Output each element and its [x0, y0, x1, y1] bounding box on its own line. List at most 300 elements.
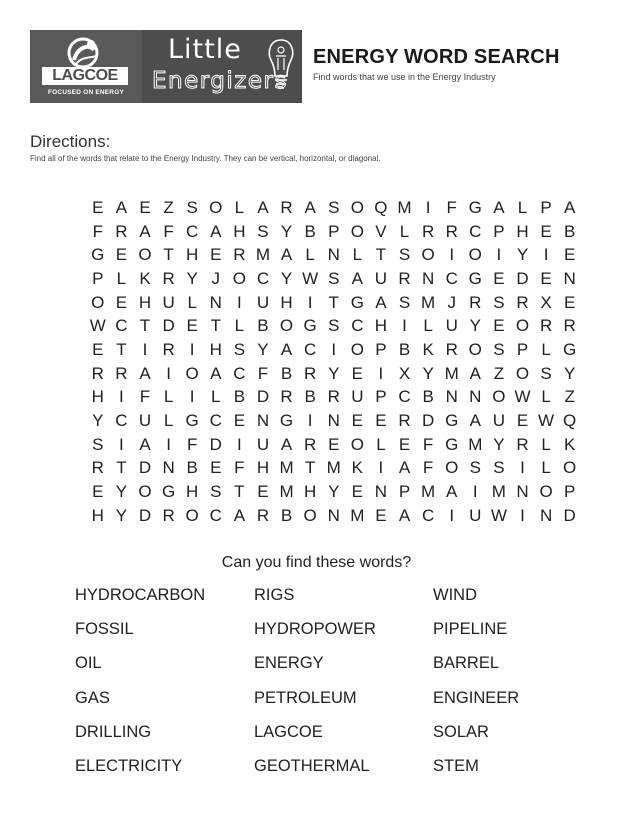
grid-letter[interactable]: R — [445, 221, 458, 241]
grid-letter[interactable]: Y — [92, 411, 104, 431]
grid-letter[interactable]: C — [233, 363, 246, 383]
grid-letter[interactable]: I — [307, 411, 313, 431]
grid-letter[interactable]: L — [541, 458, 551, 478]
grid-letter[interactable]: C — [351, 316, 364, 336]
grid-letter[interactable]: B — [257, 316, 269, 336]
grid-letter[interactable]: C — [209, 505, 222, 525]
grid-letter[interactable]: P — [375, 339, 387, 359]
grid-letter[interactable]: U — [351, 387, 364, 407]
grid-letter[interactable]: M — [255, 245, 271, 265]
grid-letter[interactable]: A — [304, 197, 316, 217]
grid-letter[interactable]: T — [163, 245, 174, 265]
grid-letter[interactable]: H — [256, 458, 270, 478]
grid-letter[interactable]: U — [469, 505, 482, 525]
grid-letter[interactable]: P — [328, 221, 340, 241]
grid-letter[interactable]: I — [189, 387, 195, 407]
grid-letter[interactable]: C — [115, 316, 128, 336]
grid-letter[interactable]: S — [210, 482, 222, 502]
grid-letter[interactable]: O — [492, 387, 506, 407]
grid-letter[interactable]: I — [142, 339, 148, 359]
grid-letter[interactable]: C — [304, 339, 317, 359]
grid-letter[interactable]: H — [516, 221, 529, 241]
grid-letter[interactable]: O — [350, 197, 364, 217]
grid-letter[interactable]: R — [91, 458, 104, 478]
grid-letter[interactable]: A — [115, 197, 128, 217]
grid-letter[interactable]: R — [162, 505, 175, 525]
grid-letter[interactable]: N — [256, 411, 270, 431]
grid-letter[interactable]: T — [139, 316, 151, 336]
grid-letter[interactable]: D — [209, 434, 222, 454]
grid-letter[interactable]: S — [493, 292, 505, 312]
grid-letter[interactable]: O — [209, 197, 223, 217]
grid-letter[interactable]: N — [162, 458, 175, 478]
grid-letter[interactable]: U — [445, 316, 458, 336]
grid-letter[interactable]: O — [445, 458, 459, 478]
grid-letter[interactable]: A — [446, 482, 458, 502]
grid-letter[interactable]: A — [398, 458, 411, 478]
grid-letter[interactable]: P — [375, 387, 387, 407]
grid-letter[interactable]: R — [304, 434, 317, 454]
grid-letter[interactable]: S — [328, 197, 340, 217]
grid-letter[interactable]: F — [234, 458, 245, 478]
grid-letter[interactable]: M — [326, 458, 341, 478]
grid-letter[interactable]: C — [256, 268, 270, 288]
grid-row — [86, 362, 581, 386]
grid-letter[interactable]: S — [398, 245, 411, 265]
grid-letter[interactable]: C — [469, 221, 482, 241]
grid-letter[interactable]: O — [185, 505, 199, 525]
grid-letter[interactable]: R — [469, 292, 482, 312]
grid-letter[interactable]: I — [449, 505, 455, 525]
grid-letter[interactable]: I — [166, 363, 171, 383]
grid-letter[interactable]: A — [257, 197, 269, 217]
grid-letter[interactable]: L — [541, 339, 551, 359]
grid-letter[interactable]: E — [398, 434, 411, 454]
grid-letter[interactable]: O — [539, 482, 553, 502]
grid-letter[interactable]: E — [92, 197, 104, 217]
grid-letter[interactable]: R — [516, 434, 529, 454]
grid-letter[interactable]: N — [445, 387, 458, 407]
grid-letter[interactable]: S — [233, 339, 246, 359]
grid-letter[interactable]: G — [303, 316, 317, 336]
grid-letter[interactable]: E — [92, 482, 104, 502]
grid-letter[interactable]: R — [280, 387, 293, 407]
grid-letter[interactable]: S — [92, 434, 104, 454]
grid-letter[interactable]: M — [491, 482, 506, 502]
grid-letter[interactable]: O — [350, 339, 364, 359]
grid-letter[interactable]: P — [398, 482, 411, 502]
grid-letter[interactable]: J — [447, 292, 456, 312]
grid-letter[interactable]: R — [115, 221, 128, 241]
grid-letter[interactable]: P — [516, 339, 529, 359]
grid-letter[interactable]: X — [398, 363, 411, 383]
grid-letter[interactable]: E — [210, 458, 222, 478]
grid-letter[interactable]: I — [236, 292, 242, 312]
grid-letter[interactable]: Y — [564, 363, 576, 383]
grid-letter[interactable]: M — [350, 505, 365, 525]
grid-letter[interactable]: O — [138, 245, 152, 265]
grid-letter[interactable]: E — [210, 245, 222, 265]
grid-letter[interactable]: Y — [328, 363, 340, 383]
grid-letter[interactable]: D — [563, 505, 576, 525]
grid-letter[interactable]: I — [472, 482, 478, 502]
grid-letter[interactable]: M — [279, 458, 294, 478]
grid-letter[interactable]: E — [257, 482, 269, 502]
grid-letter[interactable]: O — [279, 316, 294, 336]
grid-letter[interactable]: R — [398, 411, 411, 431]
grid-letter[interactable]: T — [375, 245, 387, 265]
grid-letter[interactable]: I — [119, 387, 124, 407]
grid-letter[interactable]: A — [280, 434, 293, 454]
word-list-item: ENGINEER — [433, 688, 520, 707]
grid-letter[interactable]: R — [327, 387, 340, 407]
grid-letter[interactable]: P — [92, 268, 104, 288]
grid-letter[interactable]: I — [425, 197, 431, 217]
grid-letter[interactable]: Z — [493, 363, 505, 383]
grid-letter[interactable]: R — [162, 339, 175, 359]
grid-letter[interactable]: L — [211, 387, 221, 407]
grid-letter[interactable]: S — [328, 268, 340, 288]
grid-letter[interactable]: O — [350, 434, 364, 454]
grid-letter[interactable]: Y — [469, 316, 481, 336]
grid-letter[interactable]: H — [233, 221, 246, 241]
grid-letter[interactable]: U — [256, 292, 270, 312]
grid-letter[interactable]: K — [139, 268, 151, 288]
grid-letter[interactable]: O — [185, 363, 199, 383]
grid-letter[interactable]: K — [351, 458, 363, 478]
grid-letter[interactable]: U — [374, 268, 388, 288]
grid-letter[interactable]: X — [540, 292, 552, 312]
grid-letter[interactable]: H — [304, 482, 317, 502]
grid-letter[interactable]: B — [186, 458, 198, 478]
grid-letter[interactable]: I — [307, 292, 313, 312]
grid-letter[interactable]: L — [352, 245, 363, 265]
grid-letter[interactable]: Y — [115, 505, 128, 525]
grid-letter[interactable]: Y — [280, 268, 293, 288]
grid-letter[interactable]: Y — [516, 245, 529, 265]
grid-letter[interactable]: O — [303, 505, 317, 525]
grid-letter[interactable]: R — [539, 316, 553, 336]
grid-letter[interactable]: G — [91, 245, 105, 265]
grid-letter[interactable]: Y — [257, 339, 269, 359]
grid-letter[interactable]: N — [516, 482, 529, 502]
grid-letter[interactable]: S — [469, 458, 481, 478]
grid-letter[interactable]: Y — [328, 482, 340, 502]
grid-letter[interactable]: C — [445, 268, 458, 288]
grid-letter[interactable]: L — [423, 316, 433, 336]
grid-letter[interactable]: E — [328, 434, 340, 454]
grid-letter[interactable]: V — [375, 221, 387, 241]
grid-letter[interactable]: I — [331, 339, 337, 359]
grid-letter[interactable]: N — [469, 387, 482, 407]
grid-letter[interactable]: E — [564, 245, 576, 265]
grid-letter[interactable]: R — [304, 363, 317, 383]
grid-letter[interactable]: R — [91, 363, 104, 383]
grid-letter[interactable]: I — [119, 434, 124, 454]
grid-letter[interactable]: I — [496, 245, 502, 265]
grid-letter[interactable]: T — [116, 339, 127, 359]
grid-letter[interactable]: M — [421, 482, 436, 502]
grid-letter[interactable]: S — [186, 197, 198, 217]
word-list-item: OIL — [75, 654, 102, 673]
grid-letter[interactable]: D — [138, 505, 152, 525]
grid-letter[interactable]: N — [421, 268, 435, 288]
grid-letter[interactable]: A — [398, 505, 411, 525]
grid-letter[interactable]: H — [186, 245, 199, 265]
grid-letter[interactable]: T — [234, 482, 245, 502]
grid-letter[interactable]: O — [421, 245, 435, 265]
grid-letter[interactable]: N — [327, 505, 340, 525]
grid-letter[interactable]: H — [374, 316, 388, 336]
grid-letter[interactable]: I — [543, 245, 549, 265]
grid-letter[interactable]: S — [398, 292, 411, 312]
grid-letter[interactable]: O — [91, 292, 105, 312]
grid-letter[interactable]: M — [421, 292, 436, 312]
grid-letter[interactable]: N — [209, 292, 222, 312]
grid-letter[interactable]: L — [517, 197, 528, 217]
grid-letter[interactable]: B — [398, 339, 411, 359]
grid-letter[interactable]: I — [236, 434, 242, 454]
grid-letter[interactable]: N — [563, 268, 576, 288]
grid-letter[interactable]: K — [564, 434, 576, 454]
grid-letter[interactable]: A — [139, 221, 151, 241]
grid-letter[interactable]: E — [516, 411, 529, 431]
grid-letter[interactable]: E — [92, 339, 104, 359]
grid-letter[interactable]: G — [350, 292, 364, 312]
grid-letter[interactable]: F — [422, 458, 434, 478]
grid-letter[interactable]: S — [328, 316, 340, 336]
grid-letter[interactable]: A — [280, 339, 293, 359]
grid-letter[interactable]: R — [445, 339, 458, 359]
grid-letter[interactable]: R — [256, 505, 270, 525]
grid-letter[interactable]: G — [563, 339, 577, 359]
grid-letter[interactable]: P — [540, 197, 552, 217]
grid-letter[interactable]: M — [279, 482, 294, 502]
grid-letter[interactable]: O — [515, 363, 530, 383]
grid-letter[interactable]: F — [422, 434, 434, 454]
grid-letter[interactable]: E — [351, 411, 363, 431]
grid-letter[interactable]: L — [399, 221, 410, 241]
grid-letter[interactable]: O — [138, 482, 152, 502]
grid-letter[interactable]: F — [92, 221, 103, 241]
grid-letter[interactable]: L — [116, 268, 127, 288]
grid-letter[interactable]: I — [378, 363, 384, 383]
grid-letter[interactable]: I — [189, 339, 195, 359]
grid-letter[interactable]: C — [115, 411, 128, 431]
grid-letter[interactable]: E — [186, 316, 198, 336]
grid-letter[interactable]: F — [139, 387, 151, 407]
grid-letter[interactable]: L — [541, 434, 551, 454]
grid-letter[interactable]: A — [375, 292, 387, 312]
grid-letter[interactable]: O — [563, 458, 577, 478]
grid-letter[interactable]: O — [350, 221, 364, 241]
grid-letter[interactable]: O — [468, 245, 482, 265]
grid-letter[interactable]: T — [116, 458, 127, 478]
grid-letter[interactable]: C — [209, 411, 222, 431]
grid-letter[interactable]: A — [469, 363, 481, 383]
grid-letter[interactable]: F — [257, 363, 269, 383]
grid-letter[interactable]: M — [468, 434, 483, 454]
grid-letter[interactable]: H — [138, 292, 152, 312]
grid-letter[interactable]: L — [541, 387, 551, 407]
grid-letter[interactable]: L — [234, 316, 245, 336]
grid-letter[interactable]: S — [540, 363, 552, 383]
grid-letter[interactable]: R — [421, 221, 435, 241]
grid-letter[interactable]: N — [374, 482, 388, 502]
grid-letter[interactable]: G — [445, 434, 459, 454]
grid-letter[interactable]: Y — [115, 482, 128, 502]
grid-letter[interactable]: N — [327, 411, 340, 431]
grid-letter[interactable]: H — [186, 482, 199, 502]
grid-letter[interactable]: A — [233, 505, 246, 525]
grid-letter[interactable]: B — [304, 387, 316, 407]
grid-letter[interactable]: U — [492, 411, 506, 431]
grid-letter[interactable]: W — [538, 411, 555, 431]
logo-tagline: FOCUSED ON ENERGY — [48, 89, 124, 96]
grid-letter[interactable]: U — [162, 292, 175, 312]
grid-letter[interactable]: E — [493, 316, 505, 336]
grid-letter[interactable]: A — [280, 245, 293, 265]
grid-letter[interactable]: H — [91, 505, 104, 525]
grid-letter[interactable]: F — [163, 221, 174, 241]
grid-letter[interactable]: J — [211, 268, 221, 288]
grid-row — [86, 338, 581, 362]
grid-letter[interactable]: Y — [493, 434, 505, 454]
grid-letter[interactable]: D — [162, 316, 175, 336]
grid-letter[interactable]: R — [563, 316, 576, 336]
grid-letter[interactable]: C — [186, 221, 199, 241]
grid-letter[interactable]: M — [397, 197, 412, 217]
grid-letter[interactable]: O — [232, 268, 246, 288]
grid-letter[interactable]: E — [139, 197, 151, 217]
grid-letter[interactable]: N — [327, 245, 340, 265]
grid-letter[interactable]: A — [210, 221, 222, 241]
grid-letter[interactable]: E — [375, 505, 387, 525]
grid-letter[interactable]: I — [378, 458, 384, 478]
grid-letter[interactable]: P — [564, 482, 576, 502]
grid-letter[interactable]: T — [210, 316, 221, 336]
grid-letter[interactable]: I — [166, 434, 171, 454]
grid-letter[interactable]: R — [233, 245, 246, 265]
grid-letter[interactable]: F — [446, 197, 457, 217]
grid-letter[interactable]: H — [91, 387, 104, 407]
grid-letter[interactable]: G — [468, 268, 482, 288]
grid-letter[interactable]: R — [162, 268, 175, 288]
grid-letter[interactable]: G — [161, 482, 176, 502]
grid-letter[interactable]: H — [280, 292, 293, 312]
grid-letter[interactable]: W — [302, 268, 319, 288]
grid-letter[interactable]: S — [257, 221, 269, 241]
grid-letter[interactable]: R — [280, 197, 293, 217]
grid-letter[interactable]: L — [187, 292, 197, 312]
grid-letter[interactable]: E — [233, 411, 246, 431]
grid-letter[interactable]: S — [493, 458, 505, 478]
grid-letter[interactable]: Y — [280, 221, 293, 241]
grid-letter[interactable]: W — [89, 316, 106, 336]
grid-letter[interactable]: B — [304, 221, 316, 241]
grid-letter[interactable]: R — [516, 292, 529, 312]
grid-letter[interactable]: B — [280, 505, 293, 525]
grid-letter[interactable]: L — [234, 197, 245, 217]
grid-letter[interactable]: U — [138, 411, 152, 431]
grid-letter[interactable]: I — [449, 245, 455, 265]
grid-letter[interactable]: E — [564, 292, 576, 312]
grid-letter[interactable]: E — [115, 292, 128, 312]
grid-letter[interactable]: T — [304, 458, 316, 478]
grid-letter[interactable]: N — [539, 505, 553, 525]
grid-letter[interactable]: A — [139, 363, 151, 383]
grid-letter[interactable]: Z — [564, 387, 575, 407]
grid-letter[interactable]: G — [445, 411, 459, 431]
grid-letter[interactable]: B — [564, 221, 576, 241]
grid-letter[interactable]: E — [351, 482, 363, 502]
grid-letter[interactable]: D — [516, 268, 529, 288]
grid-letter[interactable]: B — [233, 387, 246, 407]
grid-letter[interactable]: D — [421, 411, 435, 431]
grid-letter[interactable]: C — [398, 387, 411, 407]
grid-letter[interactable]: Y — [186, 268, 198, 288]
grid-letter[interactable]: K — [422, 339, 434, 359]
grid-letter[interactable]: A — [351, 268, 363, 288]
grid-letter[interactable]: E — [115, 245, 128, 265]
grid-letter[interactable]: L — [305, 245, 315, 265]
grid-letter[interactable]: E — [540, 221, 552, 241]
grid-letter[interactable]: D — [256, 387, 270, 407]
grid-letter[interactable]: O — [468, 339, 482, 359]
grid-letter[interactable]: G — [279, 411, 294, 431]
grid-letter[interactable]: A — [469, 411, 481, 431]
grid-letter[interactable]: A — [564, 197, 576, 217]
grid-letter[interactable]: A — [493, 197, 505, 217]
grid-letter[interactable]: M — [444, 363, 459, 383]
grid-letter[interactable]: C — [421, 505, 435, 525]
grid-letter[interactable]: E — [540, 268, 552, 288]
grid-letter[interactable]: L — [163, 411, 174, 431]
grid-letter[interactable]: S — [493, 339, 505, 359]
grid-letter[interactable]: W — [514, 387, 531, 407]
grid-letter[interactable]: W — [490, 505, 507, 525]
grid-letter[interactable]: I — [402, 316, 407, 336]
grid-letter[interactable]: Q — [563, 411, 577, 431]
grid-letter[interactable]: I — [520, 458, 525, 478]
grid-letter[interactable]: D — [138, 458, 152, 478]
grid-letter[interactable]: E — [351, 363, 363, 383]
grid-letter[interactable]: R — [115, 363, 128, 383]
grid-letter[interactable]: F — [186, 434, 198, 454]
grid-letter[interactable]: Q — [374, 197, 388, 217]
grid-letter[interactable]: U — [256, 434, 270, 454]
grid-letter[interactable]: H — [209, 339, 222, 359]
grid-letter[interactable]: G — [468, 197, 482, 217]
grid-letter[interactable]: T — [328, 292, 339, 312]
grid-letter[interactable]: B — [280, 363, 293, 383]
grid-letter[interactable]: I — [520, 505, 525, 525]
grid-letter[interactable]: E — [375, 411, 387, 431]
grid-letter[interactable]: A — [139, 434, 151, 454]
grid-letter[interactable]: Z — [163, 197, 174, 217]
grid-letter[interactable]: L — [376, 434, 386, 454]
grid-letter[interactable]: B — [422, 387, 434, 407]
grid-letter[interactable]: Y — [422, 363, 434, 383]
grid-letter[interactable]: G — [185, 411, 199, 431]
grid-letter[interactable]: L — [163, 387, 174, 407]
grid-letter[interactable]: E — [493, 268, 505, 288]
grid-letter[interactable]: R — [398, 268, 411, 288]
word-list — [75, 586, 595, 786]
grid-letter[interactable]: P — [493, 221, 505, 241]
grid-letter[interactable]: A — [210, 363, 222, 383]
grid-letter[interactable]: O — [515, 316, 530, 336]
